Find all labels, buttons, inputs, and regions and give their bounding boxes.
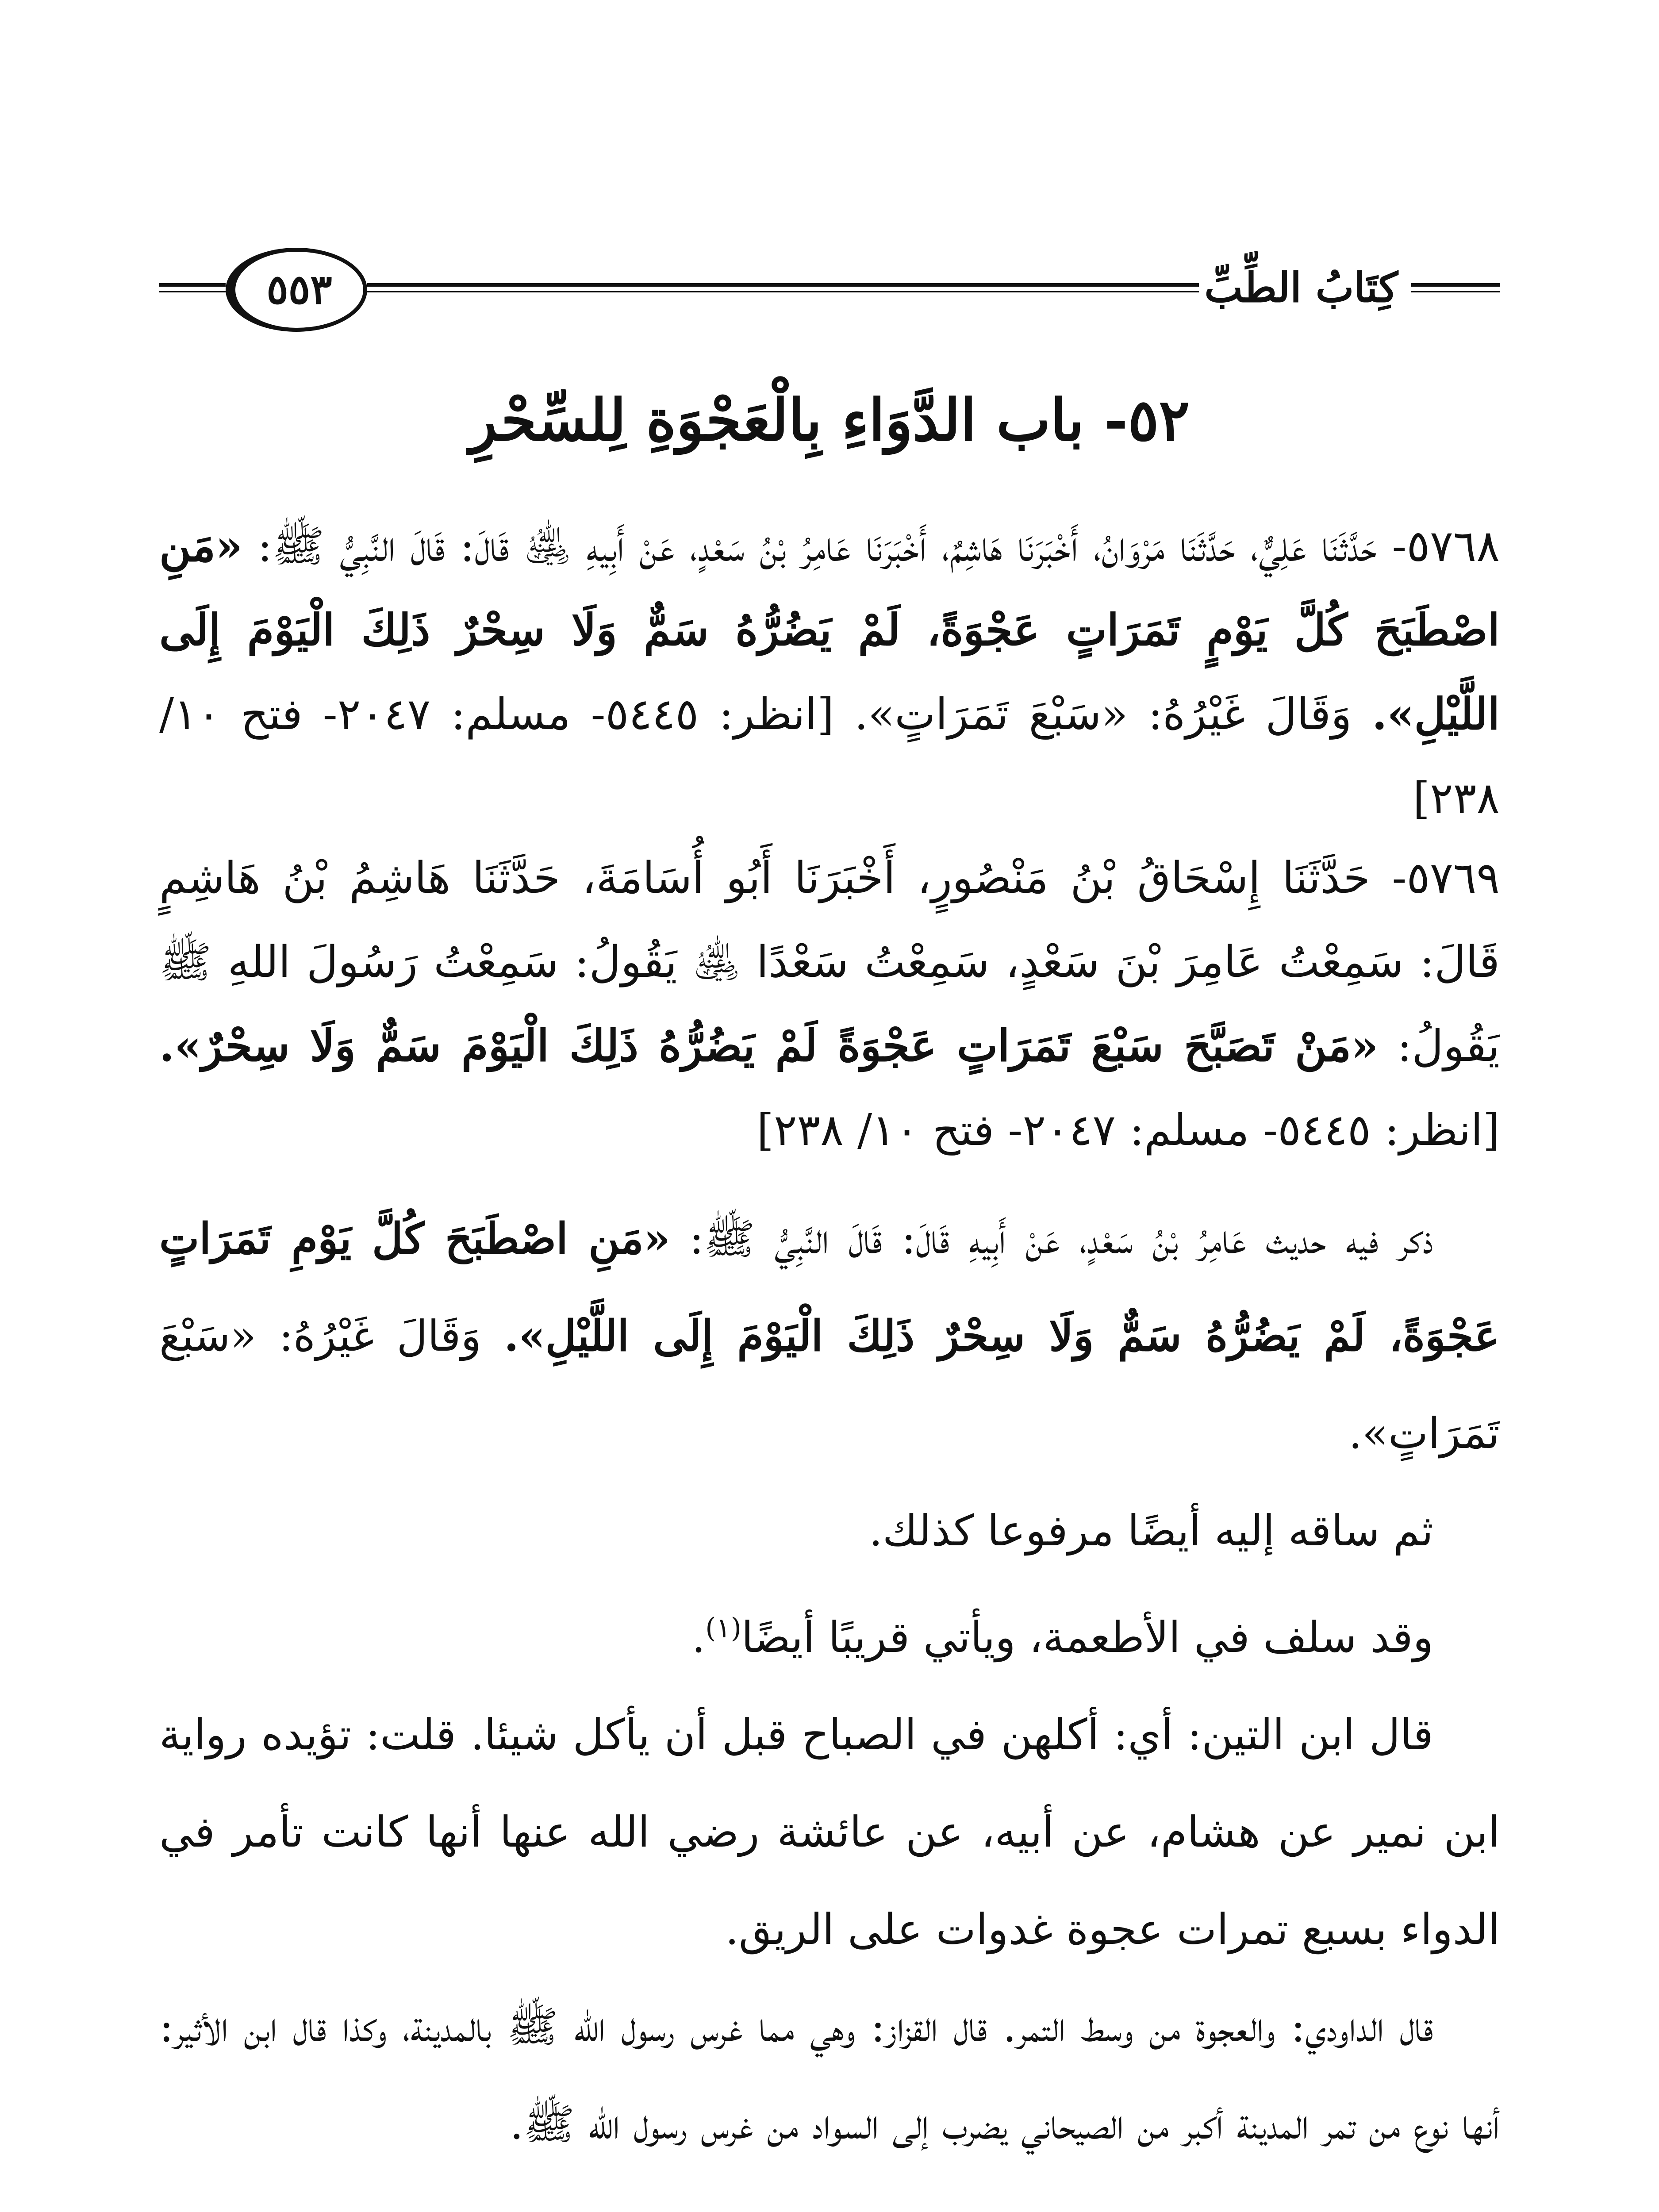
header-rule: [159, 283, 226, 292]
commentary-matn: «مَنِ اصْطَبَحَ كُلَّ يَوْمِ تَمَرَاتٍ عَجْوَةً، لَمْ يَضُرُّهُ سَمٌّ وَلَا سِحْرٌ ذَلِكَ الْيَوْمَ إِلَى اللَّيْلِ».: [159, 1214, 1500, 1361]
hadith-references: [انظر: ٥٤٤٥- مسلم: ٢٠٤٧- فتح ١٠/ ٢٣٨]: [757, 1105, 1500, 1156]
commentary-paragraph: قال الداودي: والعجوة من وسط التمر. قال القزاز: وهي مما غرس رسول الله ﷺ بالمدينة، وكذا قال ابن الأثير: أنها نوع من تمر المدينة أكبر من الصيحاني يضرب إلى السواد من غرس رسول الله ﷺ.: [159, 2002, 1500, 2149]
commentary-paragraph: ثم ساقه إليه أيضًا مرفوعا كذلك.: [869, 1506, 1433, 1555]
commentary-paragraph: [159, 1190, 1500, 1482]
commentary-paragraph: قال ابن التين: أي: أكلهن في الصباح قبل أن يأكل شيئا. قلت: تؤيده رواية ابن نمير عن هشام، عن أبيه، عن عائشة رضي الله عنها أنها كانت تأمر في الدواء بسبع تمرات عجوة غدوات على الريق.: [159, 1710, 1500, 1954]
commentary-text: وقد سلف في الأطعمة، ويأتي قريبًا أيضًا: [741, 1613, 1433, 1662]
footnote-marker[interactable]: (١): [705, 1612, 741, 1644]
commentary-intro: ذكر فيه حديث عَامِرُ بْنُ سَعْدٍ، عَنْ أَبِيهِ قَالَ: قَالَ النَّبِيُّ ﷺ:: [689, 1214, 1434, 1263]
hadith-5769: [159, 836, 1500, 1172]
header-rule: [1411, 283, 1500, 292]
running-header: [159, 248, 1500, 336]
commentary-text: .: [691, 1613, 706, 1662]
chapter-title: ٥٢- باب الدَّوَاءِ بِالْعَجْوَةِ لِلسِّحْرِ: [469, 386, 1190, 454]
hadith-5768: [159, 504, 1500, 841]
commentary: [159, 1190, 1500, 2173]
hadith-isnad: ٥٧٦٩- حَدَّثَنَا إِسْحَاقُ بْنُ مَنْصُورٍ، أَخْبَرَنَا أَبُو أُسَامَةَ، حَدَّثَنَا هَاشِمُ بْنُ هَاشِمٍ قَالَ: سَمِعْتُ عَامِرَ بْنَ سَعْدٍ، سَمِعْتُ سَعْدًا ﵁ يَقُولُ: سَمِعْتُ رَسُولَ اللهِ ﷺ يَقُولُ:: [159, 853, 1500, 1071]
page-number: ٥٥٣: [266, 265, 332, 313]
book-title: كِتَابُ الطِّبِّ: [1204, 264, 1398, 311]
commentary-paragraph: [159, 1579, 1500, 1686]
hadith-isnad: ٥٧٦٨- حَدَّثَنَا عَلِيٌّ، حَدَّثَنَا مَرْوَانُ، أَخْبَرَنَا هَاشِمٌ، أَخْبَرَنَا عَامِرُ بْنُ سَعْدٍ، عَنْ أَبِيهِ ﵁ قَالَ: قَالَ النَّبِيُّ ﷺ:: [257, 521, 1500, 572]
hadith-tail: وَقَالَ غَيْرُهُ: «سَبْعَ تَمَرَاتٍ».: [854, 689, 1352, 740]
page-number-frame: [226, 248, 367, 332]
commentary-tail: وَقَالَ غَيْرُهُ: «سَبْعَ تَمَرَاتٍ».: [159, 1311, 1500, 1458]
header-rule: [367, 283, 1199, 292]
hadith-matn: «مَنْ تَصَبَّحَ سَبْعَ تَمَرَاتٍ عَجْوَةً لَمْ يَضُرُّهُ ذَلِكَ الْيَوْمَ سَمٌّ وَلَا سِحْرٌ».: [159, 1021, 1379, 1071]
hadith-matn: «مَنِ اصْطَبَحَ كُلَّ يَوْمٍ تَمَرَاتٍ عَجْوَةً، لَمْ يَضُرُّهُ سَمٌّ وَلَا سِحْرٌ ذَلِكَ الْيَوْمَ إِلَى اللَّيْلِ».: [159, 521, 1500, 740]
hadith-references: [انظر: ٥٤٤٥- مسلم: ٢٠٤٧- فتح ١٠/ ٢٣٨]: [159, 689, 1500, 824]
